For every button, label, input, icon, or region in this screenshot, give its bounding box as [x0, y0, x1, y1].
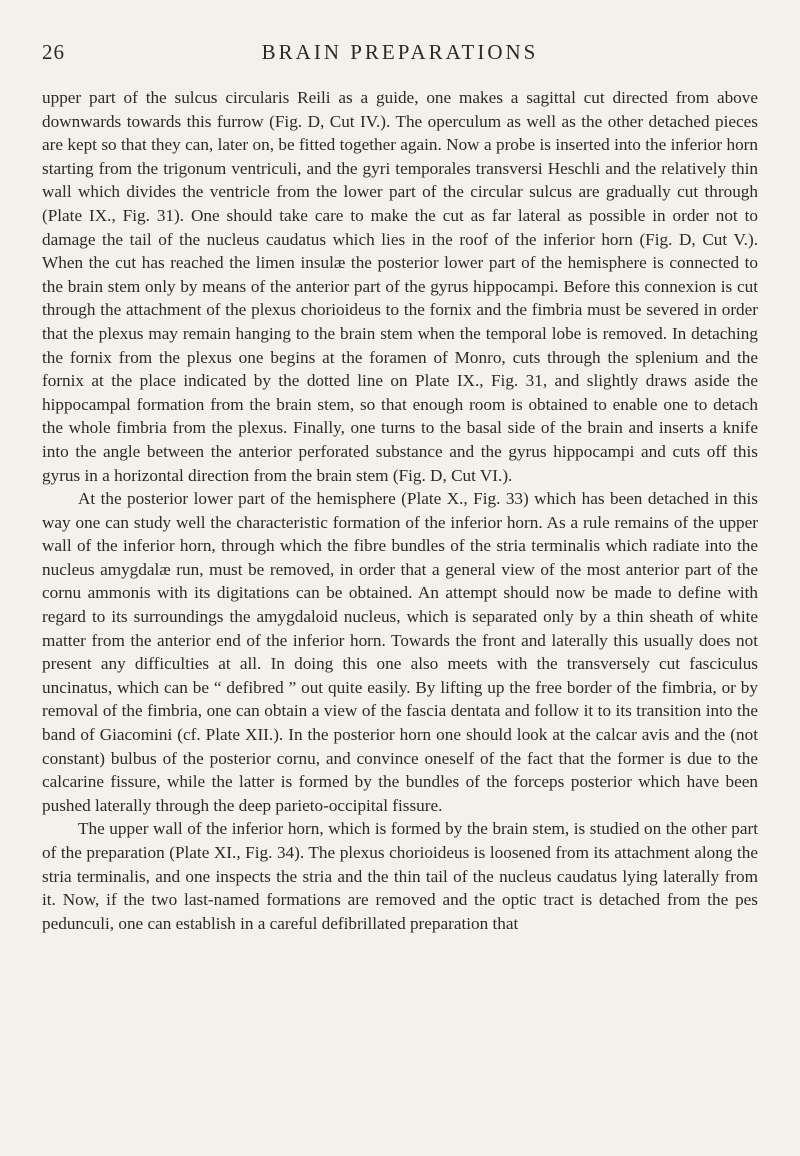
page-number: 26	[42, 40, 65, 64]
book-page	[42, 40, 758, 935]
paragraph-3: The upper wall of the inferior horn, which is formed by the brain stem, is studied on the other part of the preparation (Plate XI., Fig. 34). The plexus chorioideus is loosened from its attachment along the stria terminalis, and one inspects the stria and the thin tail of the nucleus caudatus lying laterally from it. Now, if the two last-named formations are removed and the optic tract is detached from the pes pedunculi, one can establish in a careful defibrillated preparation that	[42, 819, 758, 933]
paragraph-2: At the posterior lower part of the hemisphere (Plate X., Fig. 33) which has been detached in this way one can study well the characteristic formation of the inferior horn. As a rule remains of the upper wall of the inferior horn, through which the fibre bundles of the stria terminalis which radiate into the nucleus amygdalæ run, must be removed, in order that a general view of the most anterior part of the cornu ammonis with its digitations can be obtained. An attempt should now be made to define with regard to its surroundings the amygdaloid nucleus, which is separated only by a thin sheath of white matter from the anterior end of the inferior horn. Towards the front and laterally this usually does not present any difficulties at all. In doing this one also meets with the transversely cut fasciculus uncinatus, which can be “ defibred ” out quite easily. By lifting up the free border of the fimbria, or by removal of the fimbria, one can obtain a view of the fascia dentata and follow it to its transition into the band of Giacomini (cf. Plate XII.). In the posterior horn one should look at the calcar avis and the (not constant) bulbus of the posterior cornu, and convince oneself of the fact that the former is due to the calcarine fissure, while the latter is formed by the bundles of the forceps posterior which have been pushed laterally through the deep parieto-occipital fissure.	[42, 489, 758, 815]
running-head	[42, 40, 758, 74]
body-text	[42, 86, 758, 935]
running-title: BRAIN PREPARATIONS	[261, 40, 539, 64]
paragraph-1: upper part of the sulcus circularis Reili as a guide, one makes a sagittal cut directed from above downwards towards this furrow (Fig. D, Cut IV.). The operculum as well as the other detached pieces are kept so that they can, later on, be fitted together again. Now a probe is inserted into the inferior horn starting from the trigonum ventriculi, and the gyri temporales transversi Heschli and the relatively thin wall which divides the ventricle from the lower part of the circular sulcus are gradually cut through (Plate IX., Fig. 31). One should take care to make the cut as far lateral as possible in order not to damage the tail of the nucleus caudatus which lies in the roof of the inferior horn (Fig. D, Cut V.). When the cut has reached the limen insulæ the posterior lower part of the hemisphere is connected to the brain stem only by means of the anterior part of the gyrus hippocampi. Before this connexion is cut through the attachment of the plexus chorioideus to the fornix and the fimbria must be severed in order that the plexus may remain hanging to the brain stem when the temporal lobe is removed. In detaching the fornix from the plexus one begins at the foramen of Monro, cuts through the splenium and the fornix at the place indicated by the dotted line on Plate IX., Fig. 31, and slightly draws aside the hippocampal formation from the brain stem, so that enough room is obtained to enable one to detach the whole fimbria from the plexus. Finally, one turns to the basal side of the brain and inserts a knife into the angle between the anterior perforated substance and the gyrus hippocampi and cuts off this gyrus in a horizontal direction from the brain stem (Fig. D, Cut VI.).	[42, 88, 758, 485]
